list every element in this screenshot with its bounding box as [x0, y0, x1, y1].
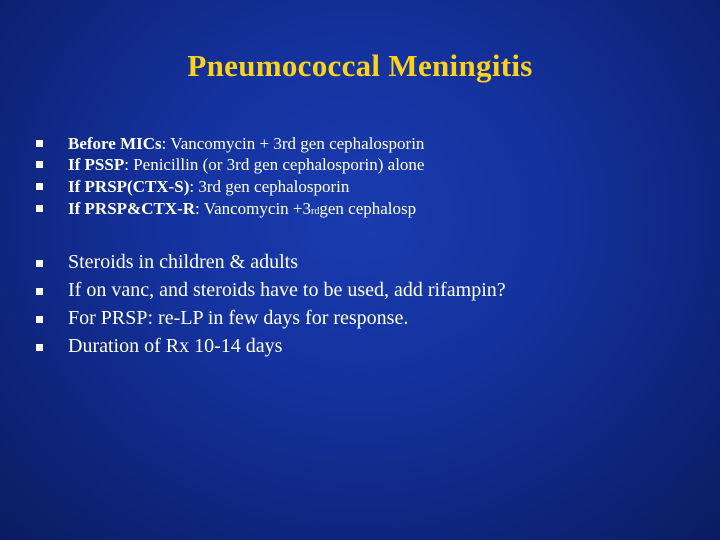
list-item — [68, 251, 298, 274]
list-item — [68, 177, 349, 197]
square-bullet-icon — [36, 183, 43, 190]
item-text: : 3rd gen cephalosporin — [189, 177, 350, 196]
square-bullet-icon — [36, 344, 43, 351]
item-text: : Vancomycin + 3rd gen cephalosporin — [161, 134, 425, 153]
list-item — [68, 307, 408, 330]
list-item — [68, 279, 506, 302]
square-bullet-icon — [36, 288, 43, 295]
square-bullet-icon — [36, 140, 43, 147]
square-bullet-icon — [36, 316, 43, 323]
list-item — [68, 134, 424, 154]
item-text: : Penicillin (or 3rd gen cephalosporin) alone — [124, 155, 425, 174]
square-bullet-icon — [36, 205, 43, 212]
square-bullet-icon — [36, 260, 43, 267]
item-text: Steroids in children & adults — [68, 251, 298, 273]
item-lead: If PRSP(CTX-S) — [68, 177, 190, 196]
list-item: If PRSP&CTX-R : Vancomycin +3 rd gen cephalosp — [68, 199, 416, 219]
list-item — [68, 155, 424, 175]
slide-title: Pneumococcal Meningitis — [187, 48, 533, 83]
item-lead: If PSSP — [68, 155, 125, 174]
item-lead: Before MICs — [68, 134, 162, 153]
item-text: Duration of Rx 10-14 days — [68, 335, 283, 357]
square-bullet-icon — [36, 161, 43, 168]
item-text: If on vanc, and steroids have to be used, add rifampin? — [68, 279, 506, 301]
item-lead: If PRSP&CTX-R — [68, 199, 196, 218]
item-text: For PRSP: re-LP in few days for response. — [68, 307, 409, 329]
item-text: : Vancomycin +3 — [195, 199, 312, 218]
list-item — [68, 335, 282, 358]
item-text: gen cephalosp — [319, 199, 417, 218]
